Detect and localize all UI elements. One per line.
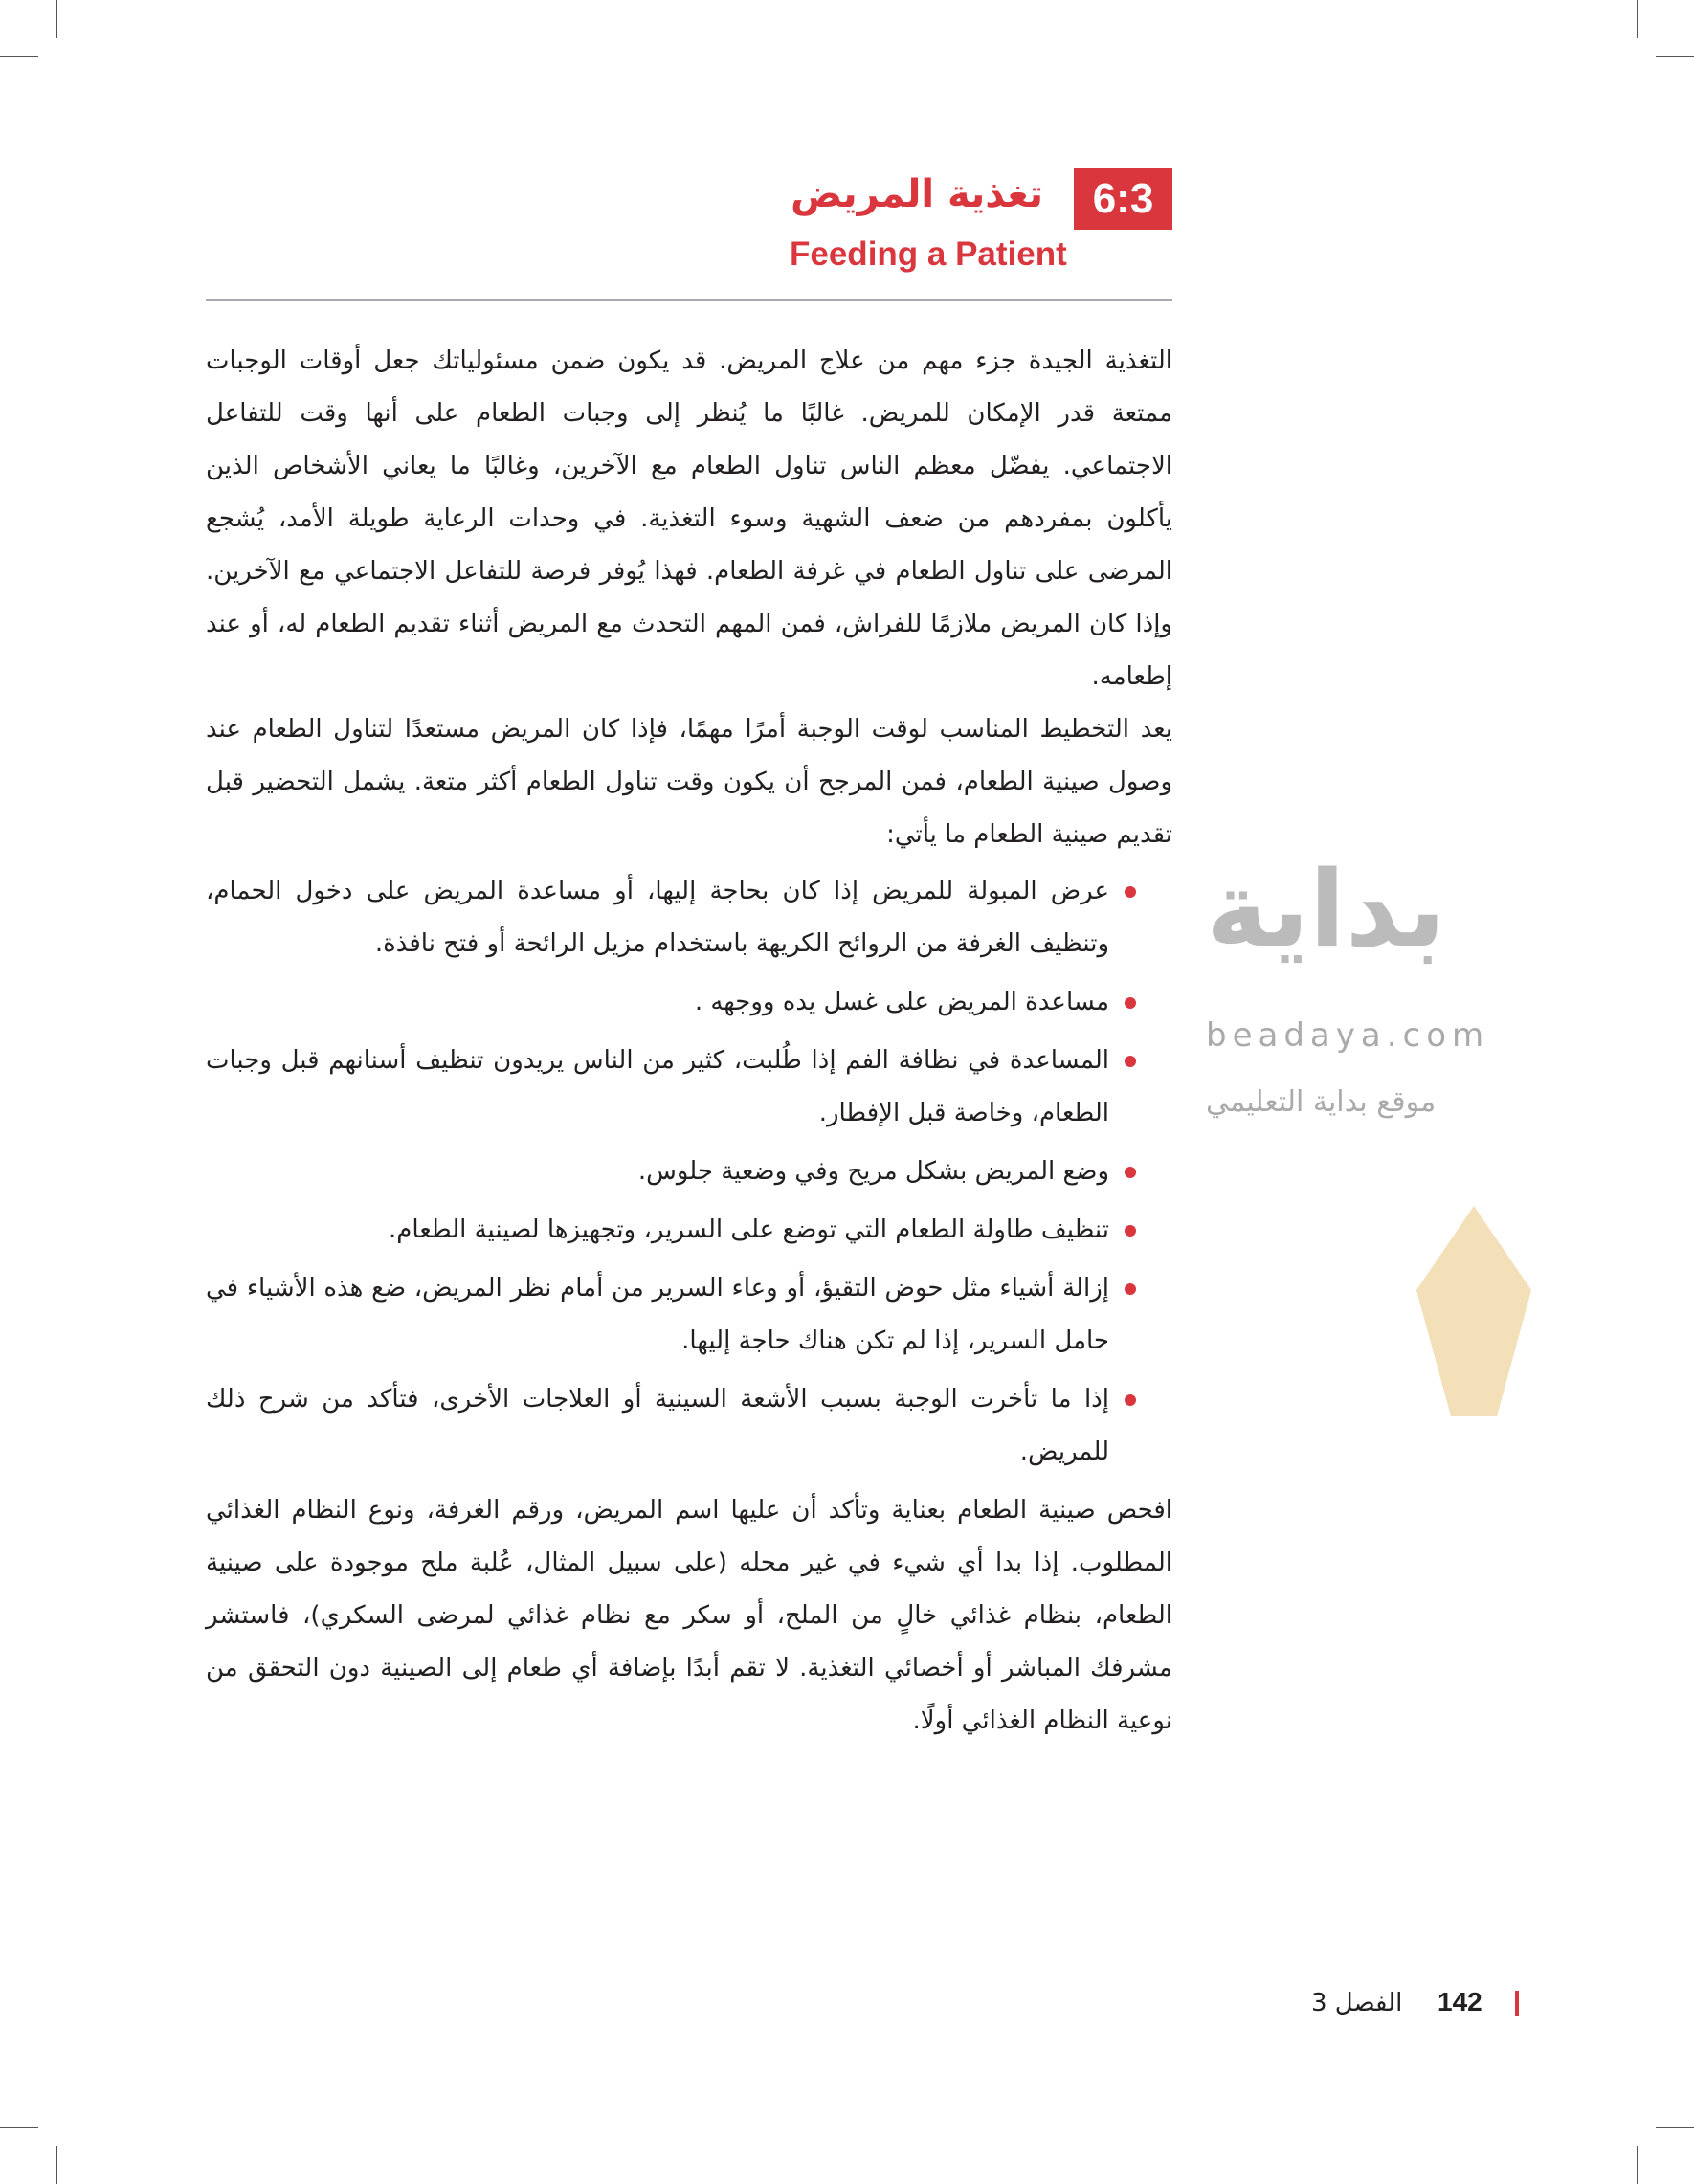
bullet-icon xyxy=(1125,1056,1136,1067)
list-item-text: تنظيف طاولة الطعام التي توضع على السرير، وتجهيزها لصينية الطعام. xyxy=(389,1215,1109,1244)
bullet-icon xyxy=(1125,1225,1136,1237)
list-item xyxy=(206,1146,1172,1198)
list-item xyxy=(206,1373,1172,1479)
section-title-english: Feeding a Patient xyxy=(790,235,1067,273)
crop-mark xyxy=(56,0,57,38)
list-item xyxy=(206,865,1172,970)
crop-mark xyxy=(1656,2127,1694,2128)
crop-mark xyxy=(1656,56,1694,57)
bullet-icon xyxy=(1125,1283,1136,1295)
list-item-text: وضع المريض بشكل مريح وفي وضعية جلوس. xyxy=(637,1157,1109,1186)
list-item xyxy=(206,976,1172,1029)
list-item xyxy=(206,1035,1172,1140)
paragraph: التغذية الجيدة جزء مهم من علاج المريض. قد يكون ضمن مسئولياتك جعل أوقات الوجبات ممتعة قدر الإمكان للمريض. غالبًا ما يُنظر إلى وجبات الطعام على أنها وقت للتفاعل الاجتماعي. يفضّل معظم الناس تناول الطعام مع الآخرين، وغالبًا ما يعاني الأشخاص الذين يأكلون بمفردهم من ضعف الشهية وسوء التغذية. في وحدات الرعاية طويلة الأمد، يُشجع المرضى على تناول الطعام في غرفة الطعام. فهذا يُوفر فرصة للتفاعل الاجتماعي مع الآخرين. وإذا كان المريض ملازمًا للفراش، فمن المهم التحدث مع المريض أثناء تقديم الطعام له، أو عند إطعامه. xyxy=(206,346,1172,691)
bullet-icon xyxy=(1125,1167,1136,1178)
crop-mark xyxy=(1637,0,1638,38)
list-item-text: عرض المبولة للمريض إذا كان بحاجة إليها، أو مساعدة المريض على دخول الحمام، وتنظيف الغرفة من الروائح الكريهة باستخدام مزيل الرائحة أو فتح نافذة. xyxy=(206,877,1109,958)
list-item-text: المساعدة في نظافة الفم إذا طُلبت، كثير من الناس يريدون تنظيف أسنانهم قبل وجبات الطعام، وخاصة قبل الإفطار. xyxy=(206,1046,1109,1127)
page-number: 142 xyxy=(1438,1987,1482,2017)
header-divider xyxy=(206,299,1172,301)
paragraph: يعد التخطيط المناسب لوقت الوجبة أمرًا مهمًا، فإذا كان المريض مستعدًا لتناول الطعام عند وصول صينية الطعام، فمن المرجح أن يكون وقت تناول الطعام أكثر متعة. يشمل التحضير قبل تقديم صينية الطعام ما يأتي: xyxy=(206,715,1172,849)
section-title-arabic: تغذية المريض xyxy=(791,172,1043,216)
list-item-text: إزالة أشياء مثل حوض التقيؤ، أو وعاء السرير من أمام نظر المريض، ضع هذه الأشياء في حامل السرير، إذا لم تكن هناك حاجة إليها. xyxy=(206,1274,1109,1355)
list-item xyxy=(206,1262,1172,1368)
bullet-list xyxy=(206,865,1172,1479)
watermark-text: beadaya.com xyxy=(1206,1016,1490,1055)
watermark-logo: بداية xyxy=(1206,848,1446,970)
crop-mark xyxy=(1637,2146,1638,2184)
bullet-icon xyxy=(1125,1394,1136,1406)
list-item xyxy=(206,1204,1172,1257)
list-item-text: مساعدة المريض على غسل يده ووجهه . xyxy=(694,988,1109,1016)
watermark-subtext: موقع بداية التعليمي xyxy=(1206,1085,1437,1119)
body-text xyxy=(206,335,1172,1748)
crop-mark xyxy=(0,2127,38,2128)
closing-paragraph: افحص صينية الطعام بعناية وتأكد أن عليها اسم المريض، ورقم الغرفة، ونوع النظام الغذائي المطلوب. إذا بدا أي شيء في غير محله (على سبيل المثال، عُلبة ملح موجودة على صينية الطعام، بنظام غذائي خالٍ من الملح، أو سكر مع نظام غذائي لمرضى السكري)، فاستشر مشرفك المباشر أو أخصائي التغذية. لا تقم أبدًا بإضافة أي طعام إلى الصينية دون التحقق من نوعية النظام الغذائي أولًا. xyxy=(206,1496,1172,1735)
bullet-icon xyxy=(1125,997,1136,1009)
chapter-label: الفصل 3 xyxy=(1311,1989,1403,2017)
crop-mark xyxy=(56,2146,57,2184)
footer-accent-bar xyxy=(1515,1991,1519,2016)
watermark-pen-icon xyxy=(1416,1206,1531,1416)
section-number-badge: 6:3 xyxy=(1074,168,1172,230)
crop-mark xyxy=(0,56,38,57)
list-item-text: إذا ما تأخرت الوجبة بسبب الأشعة السينية أو العلاجات الأخرى، فتأكد من شرح ذلك للمريض. xyxy=(206,1385,1109,1466)
bullet-icon xyxy=(1125,886,1136,898)
